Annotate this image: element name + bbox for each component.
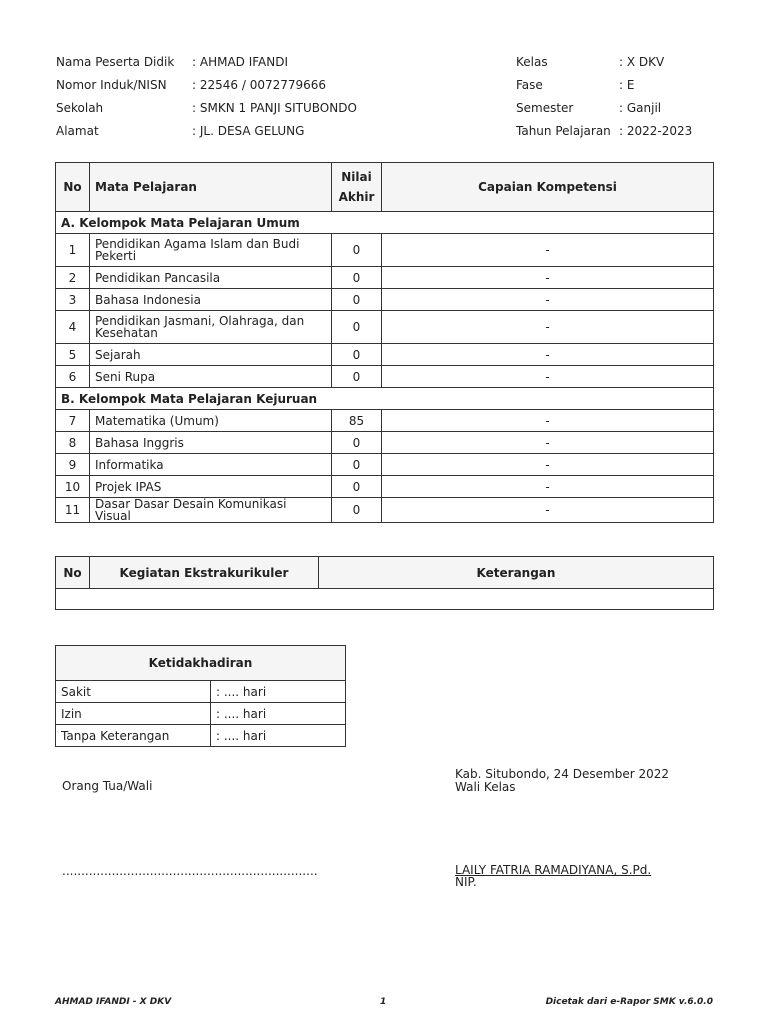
group-title: A. Kelompok Mata Pelajaran Umum [56, 212, 714, 234]
row-subject: Seni Rupa [90, 366, 332, 388]
row-competency: - [382, 234, 714, 267]
row-competency: - [382, 267, 714, 289]
grades-header-row [56, 163, 714, 212]
address-value: : JL. DESA GELUNG [192, 124, 305, 138]
row-number: 2 [56, 267, 90, 289]
table-row [56, 311, 714, 344]
row-number: 8 [56, 432, 90, 454]
row-number: 1 [56, 234, 90, 267]
group-row [56, 212, 714, 234]
row-number: 11 [56, 498, 90, 523]
footer-printed-by: Dicetak dari e-Rapor SMK v.6.0.0 [545, 997, 713, 1007]
table-row [56, 498, 714, 523]
row-score: 0 [332, 366, 382, 388]
table-row [56, 410, 714, 432]
row-competency: - [382, 432, 714, 454]
row-competency: - [382, 476, 714, 498]
parent-label: Orang Tua/Wali [62, 779, 153, 793]
row-subject: Informatika [90, 454, 332, 476]
extracurricular-header-row [56, 557, 714, 589]
row-competency: - [382, 498, 714, 523]
info-row-2 [56, 78, 716, 101]
footer-student: AHMAD IFANDI - X DKV [55, 997, 172, 1007]
attendance-header-row [56, 646, 346, 681]
row-number: 7 [56, 410, 90, 432]
header-subject: Mata Pelajaran [90, 163, 332, 212]
class-label: Kelas [516, 55, 548, 69]
row-score: 0 [332, 311, 382, 344]
table-row [56, 344, 714, 366]
header-no: No [56, 163, 90, 212]
row-number: 3 [56, 289, 90, 311]
nisn-value: : 22546 / 0072779666 [192, 78, 327, 92]
teacher-name: LAILY FATRIA RAMADIYANA, S.Pd. [455, 863, 652, 877]
attendance-label: Izin [56, 703, 211, 725]
row-subject: Matematika (Umum) [90, 410, 332, 432]
table-row [56, 289, 714, 311]
info-row-4 [56, 124, 716, 147]
attendance-label: Tanpa Keterangan [56, 725, 211, 747]
grades-table [55, 162, 714, 523]
header-competency: Capaian Kompetensi [382, 163, 714, 212]
nisn-label: Nomor Induk/NISN [56, 78, 167, 92]
extracurricular-empty-row [56, 589, 714, 610]
attendance-row [56, 725, 346, 747]
row-score: 0 [332, 432, 382, 454]
row-competency: - [382, 366, 714, 388]
table-row [56, 476, 714, 498]
semester-value: : Ganjil [619, 101, 662, 115]
student-info [56, 55, 716, 147]
attendance-value: : .... hari [211, 703, 346, 725]
row-number: 10 [56, 476, 90, 498]
ekstra-header-note: Keterangan [319, 557, 714, 589]
table-row [56, 432, 714, 454]
attendance-title: Ketidakhadiran [56, 646, 346, 681]
row-number: 4 [56, 311, 90, 344]
phase-value: : E [619, 78, 635, 92]
table-row [56, 454, 714, 476]
table-row [56, 267, 714, 289]
name-label: Nama Peserta Didik [56, 55, 175, 69]
row-number: 9 [56, 454, 90, 476]
extracurricular-table [55, 556, 714, 610]
row-subject: Pendidikan Agama Islam dan Budi Pekerti [90, 234, 332, 267]
row-subject: Bahasa Indonesia [90, 289, 332, 311]
info-row-1 [56, 55, 716, 78]
row-subject: Bahasa Inggris [90, 432, 332, 454]
row-number: 6 [56, 366, 90, 388]
table-row [56, 234, 714, 267]
attendance-value: : .... hari [211, 681, 346, 703]
row-score: 0 [332, 498, 382, 523]
class-value: : X DKV [619, 55, 665, 69]
group-row [56, 388, 714, 410]
row-score: 0 [332, 454, 382, 476]
attendance-row [56, 681, 346, 703]
row-score: 0 [332, 234, 382, 267]
row-subject: Dasar Dasar Desain Komunikasi Visual [90, 498, 332, 523]
row-subject: Pendidikan Jasmani, Olahraga, dan Kesehatan [90, 311, 332, 344]
table-row [56, 366, 714, 388]
row-competency: - [382, 454, 714, 476]
group-title: B. Kelompok Mata Pelajaran Kejuruan [56, 388, 714, 410]
name-value: : AHMAD IFANDI [192, 55, 289, 69]
grades-body [56, 212, 714, 523]
attendance-label: Sakit [56, 681, 211, 703]
row-score: 0 [332, 289, 382, 311]
row-subject: Projek IPAS [90, 476, 332, 498]
ekstra-header-no: No [56, 557, 90, 589]
teacher-label: Wali Kelas [455, 780, 516, 794]
address-label: Alamat [56, 124, 99, 138]
footer-page-number: 1 [380, 997, 387, 1007]
row-competency: - [382, 344, 714, 366]
attendance-body [56, 681, 346, 747]
row-subject: Pendidikan Pancasila [90, 267, 332, 289]
phase-label: Fase [516, 78, 543, 92]
row-score: 0 [332, 267, 382, 289]
school-label: Sekolah [56, 101, 104, 115]
info-row-3 [56, 101, 716, 124]
attendance-value: : .... hari [211, 725, 346, 747]
row-number: 5 [56, 344, 90, 366]
row-competency: - [382, 311, 714, 344]
row-score: 0 [332, 344, 382, 366]
place-date: Kab. Situbondo, 24 Desember 2022 [455, 767, 669, 781]
school-value: : SMKN 1 PANJI SITUBONDO [192, 101, 357, 115]
row-competency: - [382, 289, 714, 311]
ekstra-header-activity: Kegiatan Ekstrakurikuler [90, 557, 319, 589]
attendance-table [55, 645, 346, 747]
header-score: Nilai Akhir [332, 163, 382, 212]
nip-label: NIP. [455, 875, 477, 889]
attendance-row [56, 703, 346, 725]
extracurricular-empty-cell [56, 589, 714, 610]
row-competency: - [382, 410, 714, 432]
row-score: 0 [332, 476, 382, 498]
semester-label: Semester [516, 101, 574, 115]
parent-signature-line: ................................................................... [62, 864, 318, 878]
year-value: : 2022-2023 [619, 124, 693, 138]
row-subject: Sejarah [90, 344, 332, 366]
row-score: 85 [332, 410, 382, 432]
year-label: Tahun Pelajaran [516, 124, 611, 138]
